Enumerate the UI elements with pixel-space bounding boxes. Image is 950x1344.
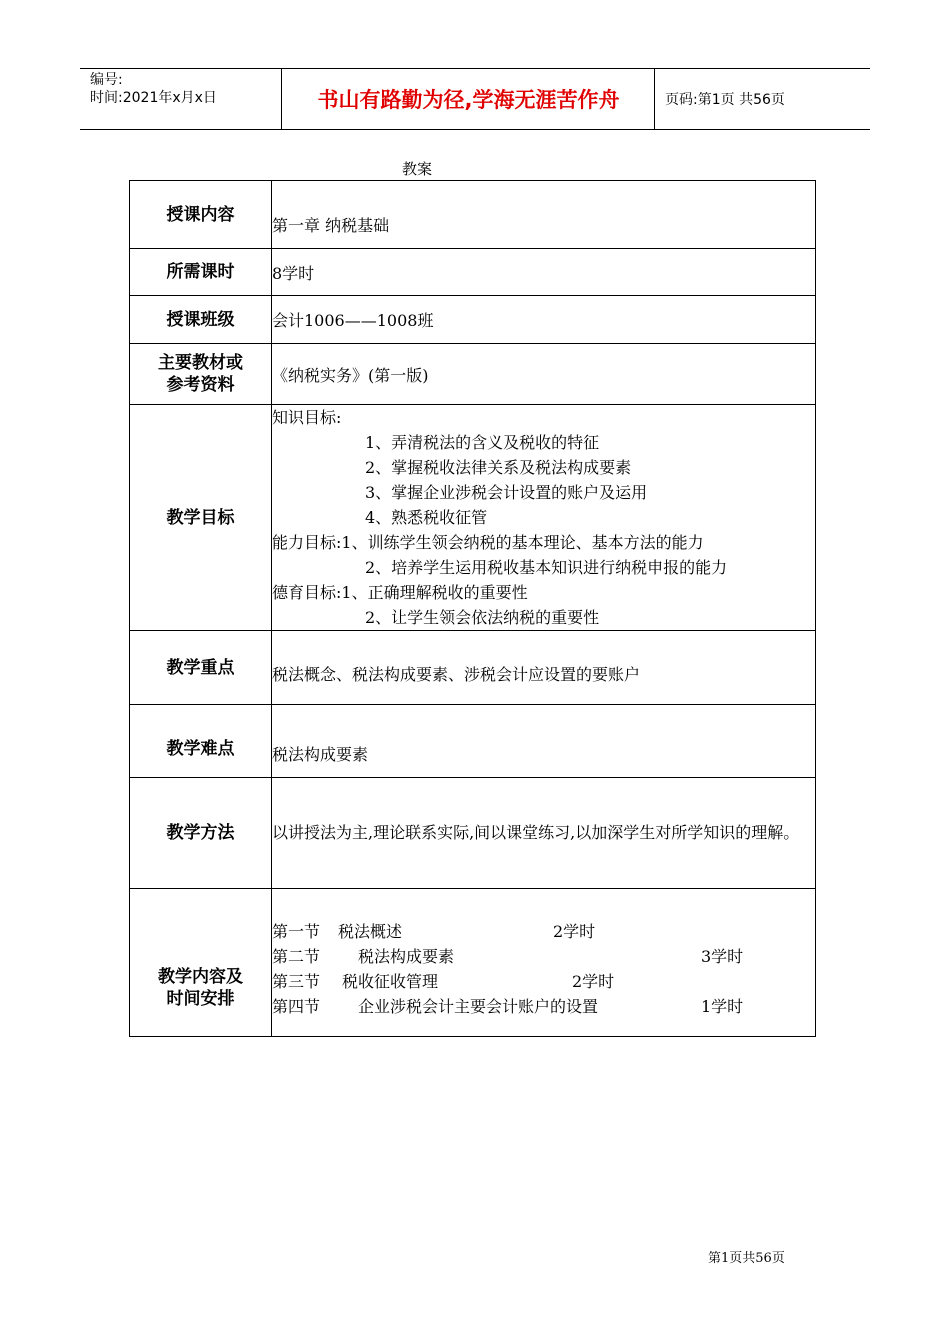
- header-meta: [90, 71, 217, 107]
- table-row: [130, 705, 816, 778]
- knowledge-title: 知识目标:: [272, 408, 342, 427]
- row-label: [130, 705, 272, 778]
- schedule-section: 第三节: [272, 971, 321, 991]
- schedule-topic: 税法概述: [338, 921, 403, 941]
- list-item: 1、弄清税法的含义及税收的特征: [365, 433, 600, 452]
- schedule-cell: [272, 889, 816, 1037]
- schedule-section: 第二节: [272, 946, 321, 966]
- table-row: [130, 181, 816, 249]
- time-label: 时间:2021年x月x日: [90, 90, 217, 106]
- page-header: [80, 68, 870, 130]
- moral-title: 德育目标:: [272, 583, 342, 602]
- schedule-topic: 税法构成要素: [358, 946, 455, 966]
- moral-item: 1、正确理解税收的重要性: [341, 583, 528, 602]
- schedule-hours: 2学时: [572, 971, 615, 991]
- list-item: [272, 580, 815, 605]
- list-item: 2、培养学生运用税收基本知识进行纳税申报的能力: [365, 558, 728, 577]
- difficulties-label: 教学难点: [166, 739, 235, 759]
- table-row: [130, 778, 816, 889]
- table-row: [130, 249, 816, 296]
- footer-page-info: 第1页共56页: [708, 1251, 785, 1266]
- row-label: [130, 344, 272, 405]
- schedule-hours: 1学时: [701, 996, 744, 1016]
- schedule-section: 第四节: [272, 996, 321, 1016]
- header-motto: 书山有路勤为径,学海无涯苦作舟: [317, 88, 620, 112]
- list-item: 2、掌握税收法律关系及税法构成要素: [365, 458, 632, 477]
- header-page-info: 页码:第1页 共56页: [665, 92, 785, 108]
- row-label: [130, 889, 272, 1037]
- label-line: 参考资料: [166, 375, 235, 395]
- table-row: [130, 631, 816, 705]
- header-divider: [654, 69, 655, 129]
- class-value: 会计1006——1008班: [272, 296, 816, 344]
- list-item: [272, 530, 815, 555]
- schedule-hours: 3学时: [701, 946, 744, 966]
- table-row: [130, 344, 816, 405]
- label-line: 时间安排: [166, 988, 235, 1009]
- schedule-section: 第一节: [272, 921, 321, 941]
- ability-item: 1、训练学生领会纳税的基本理论、基本方法的能力: [341, 533, 704, 552]
- table-row: [130, 296, 816, 344]
- row-value: [272, 631, 816, 705]
- row-value: [272, 778, 816, 889]
- difficulties-value: 税法构成要素: [272, 744, 369, 764]
- list-item: 4、熟悉税收征管: [365, 508, 488, 527]
- list-item: 2、让学生领会依法纳税的重要性: [365, 608, 600, 627]
- hours-value: 8学时: [272, 249, 816, 296]
- lesson-plan-table: [129, 180, 816, 1037]
- table-row: [130, 889, 816, 1037]
- row-label: 所需课时: [130, 249, 272, 296]
- row-value: [272, 705, 816, 778]
- ability-title: 能力目标:: [272, 533, 342, 552]
- content-value: 第一章 纳税基础: [272, 216, 390, 235]
- key-points-value: 税法概念、税法构成要素、涉税会计应设置的要账户: [272, 665, 641, 684]
- row-label: 教学方法: [130, 778, 272, 889]
- row-label: 教学重点: [130, 631, 272, 705]
- materials-value: 《纳税实务》(第一版): [272, 344, 816, 405]
- document-title: 教案: [402, 160, 433, 178]
- table-row: [130, 405, 816, 631]
- methods-value: 以讲授法为主,理论联系实际,间以课堂练习,以加深学生对所学知识的理解。: [272, 823, 800, 842]
- row-label: 授课内容: [130, 181, 272, 249]
- label-line: 教学内容及: [158, 966, 243, 987]
- schedule-topic: 企业涉税会计主要会计账户的设置: [358, 996, 599, 1016]
- row-label: 教学目标: [130, 405, 272, 631]
- row-label: 授课班级: [130, 296, 272, 344]
- objectives-cell: [272, 405, 816, 631]
- list-item: 3、掌握企业涉税会计设置的账户及运用: [365, 483, 648, 502]
- number-label: 编号:: [90, 72, 123, 88]
- schedule-topic: 税收征收管理: [342, 971, 439, 991]
- label-line: 主要教材或: [158, 353, 243, 373]
- schedule-hours: 2学时: [553, 921, 596, 941]
- row-value: [272, 181, 816, 249]
